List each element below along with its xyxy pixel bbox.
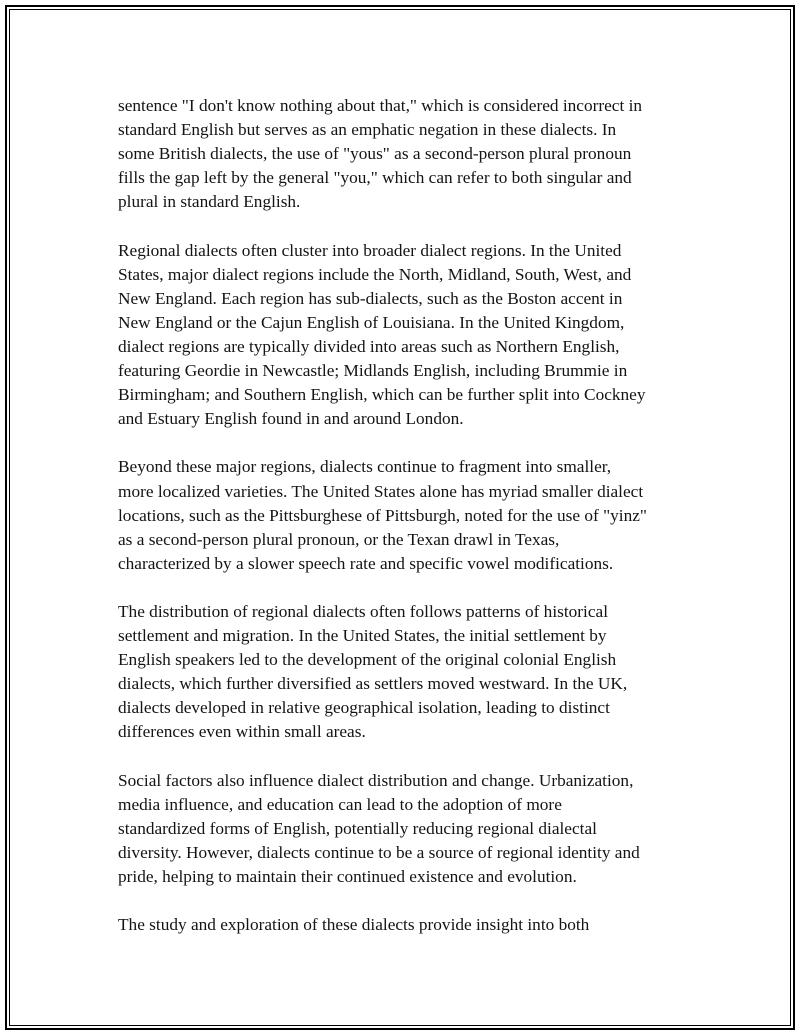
text-line: locations, such as the Pittsburghese of Pittsburgh, noted for the use of "yinz"	[118, 505, 647, 525]
text-line: New England. Each region has sub-dialects, such as the Boston accent in	[118, 288, 623, 308]
text-line: and Estuary English found in and around London.	[118, 409, 464, 429]
text-line: differences even within small areas.	[118, 722, 366, 742]
text-line: The study and exploration of these dialects provide insight into both	[118, 915, 590, 935]
text-line: New England or the Cajun English of Louisiana. In the United Kingdom,	[118, 312, 625, 332]
document-body	[118, 94, 693, 937]
text-line: Social factors also influence dialect distribution and change. Urbanization,	[118, 770, 634, 790]
text-line: pride, helping to maintain their continued existence and evolution.	[118, 867, 577, 886]
text-line: featuring Geordie in Newcastle; Midlands English, including Brummie in	[118, 361, 628, 381]
text-line: as a second-person plural pronoun, or the Texan drawl in Texas,	[118, 529, 560, 549]
text-line: English speakers led to the development of the original colonial English	[118, 650, 617, 670]
text-line: dialects developed in relative geographical isolation, leading to distinct	[118, 698, 610, 718]
text-line: standardized forms of English, potentially reducing regional dialectal	[118, 818, 597, 838]
text-line: Regional dialects often cluster into broader dialect regions. In the United	[118, 240, 622, 260]
text-line: characterized by a slower speech rate and specific vowel modifications.	[118, 553, 614, 573]
paragraph-4	[118, 600, 693, 745]
text-line: dialect regions are typically divided into areas such as Northern English,	[118, 336, 620, 356]
text-line: The distribution of regional dialects often follows patterns of historical	[118, 601, 608, 621]
text-line: plural in standard English.	[118, 192, 301, 212]
text-line: Birmingham; and Southern English, which can be further split into Cockney	[118, 385, 646, 405]
text-line: fills the gap left by the general "you," which can refer to both singular and	[118, 168, 632, 188]
paragraph-1	[118, 94, 693, 214]
text-line: some British dialects, the use of "yous" as a second-person plural pronoun	[118, 144, 632, 164]
text-line: States, major dialect regions include the North, Midland, South, West, and	[118, 264, 632, 284]
text-line: settlement and migration. In the United States, the initial settlement by	[118, 626, 607, 646]
text-line: media influence, and education can lead to the adoption of more	[118, 794, 562, 814]
paragraph-2	[118, 239, 693, 432]
paragraph-5	[118, 769, 693, 889]
text-line: diversity. However, dialects continue to be a source of regional identity and	[118, 842, 640, 862]
paragraph-3	[118, 455, 693, 575]
paragraph-6	[118, 913, 693, 937]
text-line: sentence "I don't know nothing about that," which is considered incorrect in	[118, 96, 643, 115]
text-line: more localized varieties. The United States alone has myriad smaller dialect	[118, 481, 644, 501]
text-line: standard English but serves as an emphatic negation in these dialects. In	[118, 120, 617, 140]
text-line: dialects, which further diversified as settlers moved westward. In the UK,	[118, 674, 628, 694]
text-line: Beyond these major regions, dialects continue to fragment into smaller,	[118, 457, 612, 477]
